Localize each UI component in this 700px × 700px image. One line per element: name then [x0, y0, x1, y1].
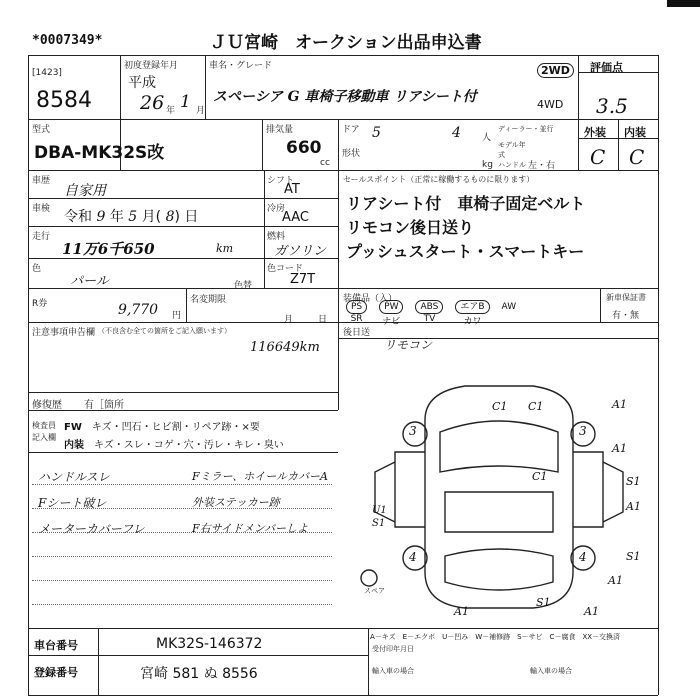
doors-label: ドア	[342, 125, 360, 135]
first-reg-era: 平成	[128, 75, 156, 91]
equipment-item: ABS TV	[415, 300, 443, 327]
first-reg-month: 1	[180, 92, 191, 112]
vehicle-name: スペーシア G 車椅子移動車 リアシート付	[213, 89, 477, 105]
shift-label: シフト	[267, 176, 295, 186]
drive-2wd-circled: 2WD	[537, 63, 574, 78]
equipment-item: PS SR	[346, 300, 367, 327]
accessories-label: 後日送	[343, 328, 371, 338]
selling-point-line: リモコン後日送り	[346, 218, 475, 237]
warranty-value: 有・無	[612, 311, 640, 321]
use-label: 車歴	[32, 176, 51, 186]
tire-tread: 3	[409, 424, 417, 438]
plate-label: 登録番号	[34, 666, 78, 679]
receipt-label-c: 輸入車の場合	[530, 667, 572, 675]
warranty-label: 新車保証書	[606, 293, 646, 302]
serial-number: *0007349*	[32, 33, 103, 48]
inspector-row1: キズ・凹石・ヒビ割・リペア跡・×要	[91, 422, 260, 433]
remarks-text: 116649km	[250, 340, 320, 355]
interior-label: 内装	[624, 126, 646, 139]
mileage-unit: km	[216, 242, 234, 255]
tire-tread: 4	[579, 550, 587, 564]
handle-label: ハンドル	[498, 161, 526, 169]
damage-mark: C1	[528, 400, 544, 413]
recycle-value: 9,770	[118, 302, 159, 318]
fuel-value: ガソリン	[274, 244, 327, 259]
equipment-item: エアB カワ	[455, 300, 489, 327]
remarks-label: 注意事項申告欄	[32, 328, 96, 338]
first-reg-year: 26	[140, 92, 165, 114]
capacity-unit: 人	[482, 133, 492, 143]
tire-tread: 3	[579, 424, 587, 438]
displacement-label: 排気量	[266, 125, 294, 135]
capacity-value: 4	[452, 125, 461, 141]
selling-point-line: プッシュスタート・スマートキー	[346, 242, 585, 261]
selling-point-line: リアシート付 車椅子固定ベルト	[346, 194, 586, 213]
recycle-label: R券	[32, 299, 48, 309]
repair-history-label: 修復歴	[32, 400, 62, 411]
color-change-label: 色替	[234, 281, 253, 291]
damage-mark: C1	[492, 400, 508, 413]
selling-points-label: セールスポイント（正常に稼働するものに限ります）	[343, 175, 535, 184]
aircon-label: 冷房	[267, 204, 286, 214]
inspection-year: 9	[96, 209, 106, 225]
corner-mark	[667, 0, 700, 7]
receipt-label-b: 輸入車の場合	[372, 667, 414, 675]
shift-value: AT	[284, 182, 300, 197]
model-year-label: モデル年式	[498, 141, 526, 159]
damage-mark: S1	[372, 518, 386, 529]
color-label: 色	[32, 264, 42, 274]
inspector-label: 検査員記入欄	[32, 421, 56, 442]
dealer-label: ディーラー・並行	[498, 125, 554, 133]
exterior-label: 外装	[584, 126, 606, 139]
damage-mark: A1	[612, 442, 627, 455]
damage-mark: A1	[584, 605, 599, 618]
doors-value: 5	[372, 125, 381, 141]
mileage-label: 走行	[32, 232, 51, 242]
inspector-row2: キズ・スレ・コゲ・穴・汚レ・キレ・臭い	[94, 440, 284, 451]
chassis-number: MK32S-146372	[156, 636, 263, 652]
mileage-value: 11万6千650	[62, 240, 155, 258]
displacement-unit: cc	[320, 158, 330, 168]
load-unit: kg	[482, 160, 493, 170]
inspection-era: 令和	[64, 209, 92, 225]
color-value: パール	[70, 274, 109, 289]
grade-label: 評価点	[590, 61, 623, 74]
model-code: DBA-MK32S改	[34, 143, 165, 163]
use-value: 自家用	[64, 183, 106, 199]
plate-number: 宮崎 581 ぬ 8556	[140, 666, 258, 682]
damage-mark: U1	[372, 505, 387, 516]
repair-history-value: 有［箇所	[84, 400, 124, 411]
receipt-label-a: 受付印年月日	[372, 645, 414, 653]
grade-score: 3.5	[596, 94, 628, 118]
damage-mark: S1	[536, 596, 551, 609]
inspection-day: 8	[165, 209, 175, 225]
exterior-grade: C	[590, 145, 606, 169]
name-change-deadline-label: 名変期限	[190, 295, 227, 305]
vehicle-name-label: 車名・グレード	[209, 61, 273, 71]
damage-mark: C1	[532, 470, 548, 483]
selling-points-list	[346, 192, 585, 264]
equipment-item: AW	[501, 302, 517, 312]
equipment-label: 装備品（入）	[343, 294, 398, 304]
damage-mark: A1	[454, 605, 469, 618]
damage-mark: A1	[612, 398, 627, 411]
damage-mark: A1	[626, 500, 641, 513]
inspector-notes-right: Fミラー、ホイールカバーA 外装ステッカー跡 F右サイドメンバーしよ	[192, 470, 328, 535]
form-title: ＪＵ宮崎 オークション出品申込書	[210, 33, 482, 53]
damage-mark: S1	[626, 550, 641, 563]
chassis-label: 車台番号	[34, 639, 78, 652]
spare-label: スペア	[364, 587, 385, 595]
lot-code: [1423]	[32, 68, 62, 78]
interior-grade: C	[629, 145, 645, 169]
remarks-note: （不良含む全ての箇所をご記入願います）	[98, 327, 231, 335]
accessories-value: リモコン	[384, 338, 433, 352]
handle-value: 左・右	[528, 161, 556, 171]
aircon-value: AAC	[282, 210, 309, 225]
drive-4wd: 4WD	[537, 98, 564, 111]
tire-tread: 4	[409, 550, 417, 564]
color-code-label: 色コード	[267, 264, 304, 274]
model-label: 型式	[32, 125, 51, 135]
lot-number: 8584	[36, 88, 92, 113]
equipment-list	[346, 300, 596, 327]
equipment-item: PW ナビ	[379, 300, 403, 327]
shape-label: 形状	[342, 149, 361, 159]
inspection-label: 車検	[32, 204, 51, 214]
damage-legend: A－キズ E－エクボ U－凹み W－補修跡 S－サビ C－腐食 XX－交換済	[370, 633, 621, 641]
recycle-unit: 円	[172, 311, 182, 321]
damage-mark: A1	[608, 574, 623, 587]
color-code-value: Z7T	[290, 272, 316, 287]
displacement-value: 660	[286, 138, 322, 158]
damage-mark: S1	[626, 475, 641, 488]
inspection-month: 5	[128, 209, 138, 225]
fuel-label: 燃料	[267, 232, 286, 242]
first-reg-label: 初度登録年月	[124, 61, 179, 71]
inspector-notes-left: ハンドルスレ Fシート破レ メーターカバーフレ	[38, 470, 145, 536]
